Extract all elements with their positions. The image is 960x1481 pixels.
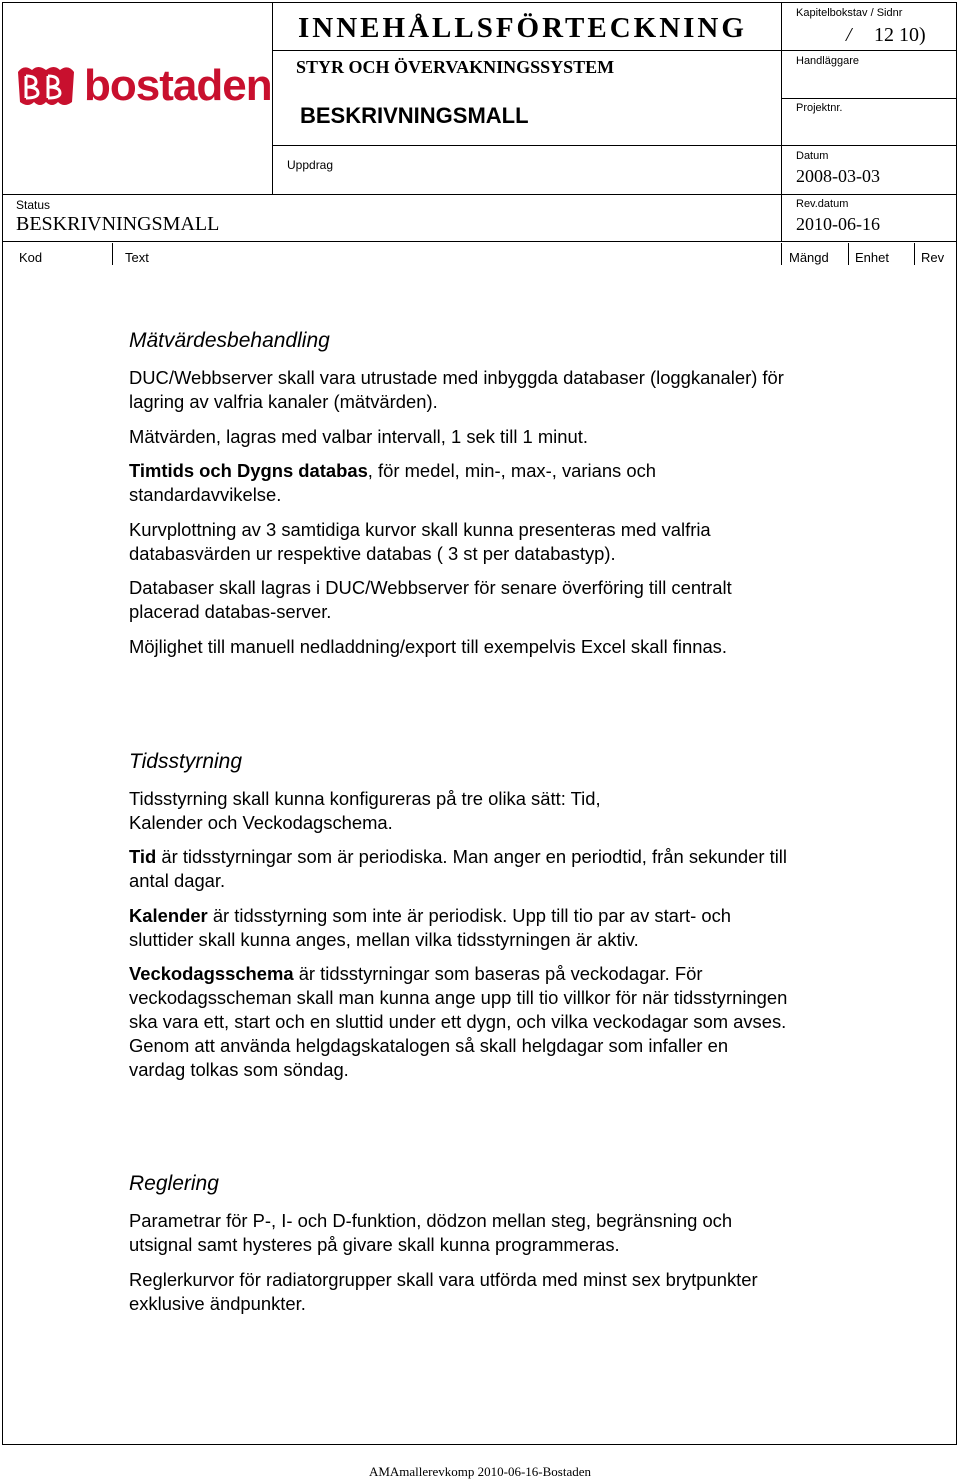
- column-enhet: Enhet: [855, 250, 889, 265]
- kapitel-label: Kapitelbokstav / Sidnr: [796, 7, 903, 19]
- document-subtitle: STYR OCH ÖVERVAKNINGSSYSTEM: [296, 57, 615, 77]
- document-name: BESKRIVNINGSMALL: [300, 103, 529, 128]
- bostaden-logo: [14, 62, 272, 110]
- revdatum-label: Rev.datum: [796, 198, 849, 210]
- datum-value: 2008-03-03: [796, 166, 880, 186]
- paragraph-text: är tidsstyrningar som är periodiska. Man anger en periodtid, från sekunder till antal dagar.: [129, 846, 787, 891]
- paragraph-text: , för medel, min-, max-, varians och standardavvikelse.: [129, 460, 657, 505]
- header-divider: [781, 98, 956, 99]
- status-label: Status: [16, 198, 51, 212]
- section-title-tidsstyrning: Tidsstyrning: [129, 750, 243, 773]
- paragraph: [129, 845, 789, 893]
- bostaden-emblem-icon: [14, 62, 78, 110]
- page-footer: AMAmallerevkomp 2010-06-16-Bostaden: [368, 1464, 592, 1479]
- bold-term: Timtids och Dygns databas: [129, 460, 368, 481]
- column-rev: Rev: [921, 250, 945, 265]
- logo-wordmark: bostaden: [84, 61, 272, 110]
- header-divider: [272, 145, 956, 146]
- paragraph: [129, 962, 789, 1082]
- header-divider: [781, 50, 956, 51]
- paragraph-text: är tidsstyrningar som baseras på veckodagar. För veckodagsscheman skall man kunna ange upp till tio villkor för när tidsstyrningen ska vara ett, start och en sluttid under ett dygn, och vilka veckodagar som avses. Genom att använda helgdagskatalogen så skall helgdagar som infaller en vardag tolkas som söndag.: [129, 963, 788, 1080]
- column-text: Text: [125, 250, 149, 265]
- paragraph: [129, 904, 789, 952]
- section-title-reglering: Reglering: [129, 1172, 219, 1195]
- section-title-matvardesbehandling: Mätvärdesbehandling: [129, 329, 330, 352]
- paragraph: Reglerkurvor för radiatorgrupper skall vara utförda med minst sex brytpunkter exklusive ändpunkter.: [129, 1269, 758, 1314]
- header-divider: [272, 2, 273, 195]
- header-divider: [2, 194, 956, 195]
- column-divider: [848, 243, 849, 265]
- paragraph-text: är tidsstyrning som inte är periodisk. Upp till tio par av start- och sluttider skall kunna anges, mellan vilka tidsstyrningen är aktiv.: [129, 905, 732, 950]
- column-divider: [914, 243, 915, 265]
- paragraph: Tidsstyrning skall kunna konfigureras på tre olika sätt: Tid, Kalender och Veckodagschema.: [129, 788, 601, 833]
- bold-term: Tid: [129, 846, 157, 867]
- column-mangd: Mängd: [789, 250, 829, 265]
- status-value: BESKRIVNINGSMALL: [16, 213, 220, 235]
- revdatum-value: 2010-06-16: [796, 214, 880, 234]
- header-divider: [781, 2, 782, 242]
- column-divider: [112, 243, 113, 265]
- uppdrag-label: Uppdrag: [287, 158, 334, 172]
- projektnr-label: Projektnr.: [796, 102, 843, 114]
- column-kod: Kod: [19, 250, 43, 265]
- paragraph: Möjlighet till manuell nedladdning/export till exempelvis Excel skall finnas.: [129, 636, 727, 657]
- paragraph: Databaser skall lagras i DUC/Webbserver för senare överföring till centralt placerad databas-server.: [129, 577, 732, 622]
- column-divider: [781, 243, 782, 265]
- paragraph: Parametrar för P-, I- och D-funktion, dödzon mellan steg, begränsning och utsignal samt hysteres på givare skall kunna programmeras.: [129, 1210, 733, 1255]
- bold-term: Veckodagsschema: [129, 963, 294, 984]
- paragraph: Mätvärden, lagras med valbar intervall, 1 sek till 1 minut.: [129, 426, 588, 447]
- datum-label: Datum: [796, 150, 829, 162]
- document-title: INNEHÅLLSFÖRTECKNING: [298, 12, 747, 44]
- paragraph: DUC/Webbserver skall vara utrustade med inbyggda databaser (loggkanaler) för lagring av valfria kanaler (mätvärden).: [129, 367, 784, 412]
- handlaggare-label: Handläggare: [796, 55, 859, 67]
- header-divider: [2, 241, 956, 242]
- page-slash: /: [846, 24, 852, 46]
- paragraph: [129, 459, 789, 507]
- page-number: 12 10): [874, 24, 926, 46]
- header-divider: [272, 50, 781, 51]
- paragraph: Kurvplottning av 3 samtidiga kurvor skall kunna presenteras med valfria databasvärden ur respektive databas ( 3 st per databastyp).: [129, 519, 711, 564]
- bold-term: Kalender: [129, 905, 208, 926]
